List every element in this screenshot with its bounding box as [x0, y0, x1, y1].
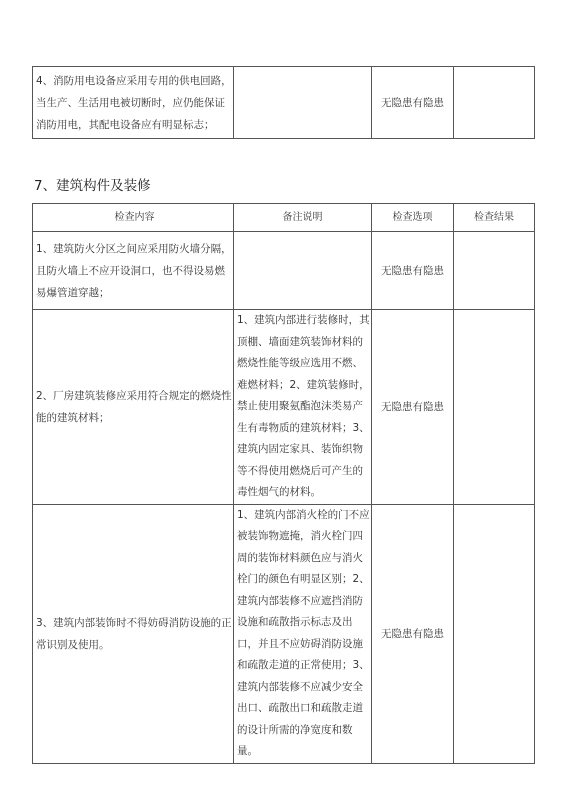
table-row [33, 232, 535, 310]
inspection-table [32, 203, 535, 764]
content-cell: 1、建筑防火分区之间应采用防火墙分隔，且防火墙上不应开设洞口，也不得设易燃易爆管道穿越； [33, 232, 234, 310]
result-cell [454, 232, 535, 310]
option-cell: 无隐患有隐患 [372, 310, 454, 505]
table-header-row [33, 204, 535, 232]
content-cell: 4、消防用电设备应采用专用的供电回路，当生产、生活用电被切断时，应仍能保证消防用电，其配电设备应有明显标志； [33, 67, 234, 139]
content-cell: 3、建筑内部装饰时不得妨碍消防设施的正常识别及使用。 [33, 504, 234, 763]
header-remark: 备注说明 [234, 204, 372, 232]
header-content: 检查内容 [33, 204, 234, 232]
header-option: 检查选项 [372, 204, 454, 232]
table-row [33, 310, 535, 505]
header-result: 检查结果 [454, 204, 535, 232]
remark-text: 1、建筑内部消火栓的门不应被装饰物遮掩，消火栓门四周的装饰材料颜色应与消火栓门的颜色有明显区别；2、建筑内部装修不应遮挡消防设施和疏散指示标志及出口，并且不应妨碍消防设施和疏散走道的正常使用；3、建筑内部装修不应减少安全出口、疏散出口和疏散走道的设计所需的净宽度和数量。 [237, 508, 370, 757]
result-cell [454, 67, 535, 139]
result-cell [454, 504, 535, 763]
remark-text: 1、建筑内部进行装修时，其顶棚、墙面建筑装饰材料的燃烧性能等级应选用不燃、难燃材料；2、建筑装修时，禁止使用聚氨酯泡沫类易产生有毒物质的建筑材料；3、建筑内固定家具、装饰织物等不得使用燃烧后可产生的毒性烟气的材料。 [237, 314, 370, 498]
content-cell: 2、厂房建筑装修应采用符合规定的燃烧性能的建筑材料； [33, 310, 234, 505]
table-row [33, 504, 535, 763]
remark-cell [234, 232, 372, 310]
section-title: 7、建筑构件及装修 [34, 178, 151, 194]
table-row [33, 67, 535, 139]
remark-cell [234, 310, 372, 505]
option-cell: 无隐患有隐患 [372, 232, 454, 310]
option-cell: 无隐患有隐患 [372, 67, 454, 139]
remark-cell [234, 504, 372, 763]
option-cell: 无隐患有隐患 [372, 504, 454, 763]
top-table [32, 66, 535, 139]
remark-cell [234, 67, 372, 139]
result-cell [454, 310, 535, 505]
